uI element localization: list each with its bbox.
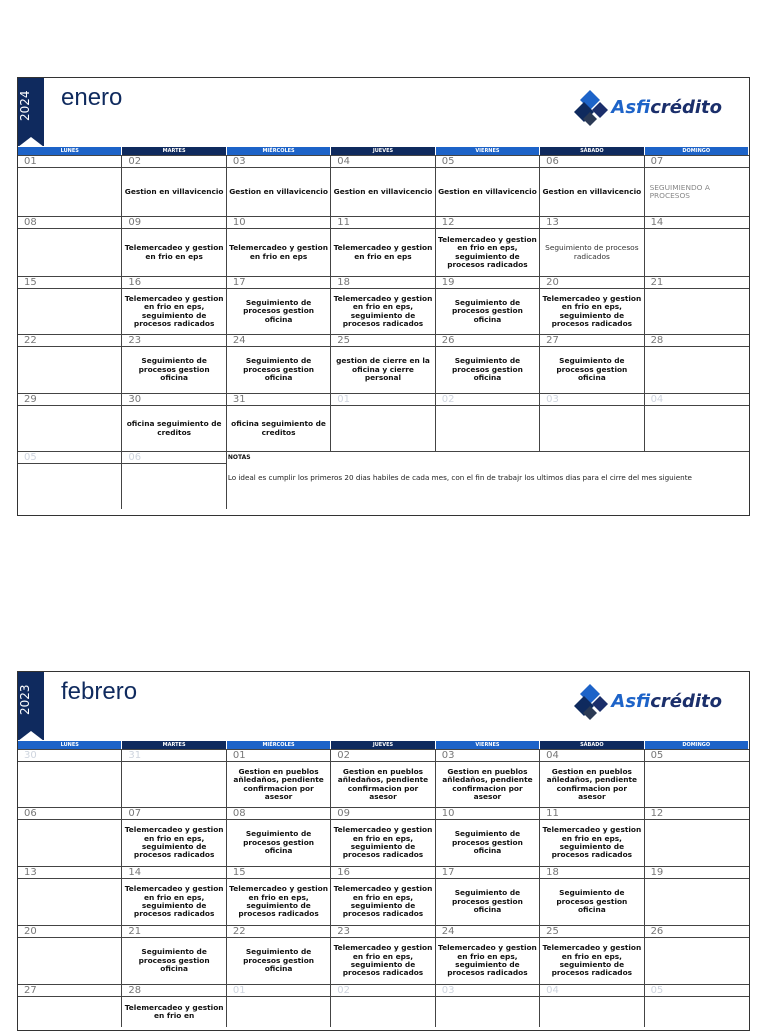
day-number: 07 [645, 156, 749, 168]
day-note [18, 347, 121, 393]
day-note: Gestion en pueblos añledaños, pendiente confirmacion por asesor [546, 766, 638, 801]
day-number: 03 [436, 985, 539, 997]
day-note: SEGUIMIENDO A PROCESOS [649, 182, 710, 200]
day-note [645, 997, 749, 1027]
day-number: 01 [331, 394, 434, 406]
day-cell[interactable] [18, 393, 122, 451]
day-number: 04 [645, 394, 749, 406]
day-number: 17 [227, 277, 330, 289]
weekday-label: MARTES [122, 147, 226, 155]
day-note [18, 879, 121, 925]
day-number: 13 [540, 217, 643, 229]
calendar-enero [17, 77, 750, 516]
logo-text-asfi: Asfi [611, 96, 651, 118]
day-cell[interactable] [331, 393, 435, 451]
day-cell[interactable] [18, 984, 122, 1027]
day-cell[interactable] [331, 216, 435, 276]
weekday-label: JUEVES [331, 741, 435, 749]
day-note: Gestion en pueblos añledaños, pendiente confirmacion por asesor [233, 766, 324, 801]
day-note [18, 229, 121, 276]
weekday-header [18, 147, 749, 155]
diamond-logo-icon [571, 682, 609, 720]
day-number: 15 [18, 277, 121, 289]
day-cell[interactable] [227, 276, 331, 334]
day-number: 05 [436, 156, 539, 168]
day-number: 24 [436, 926, 539, 938]
day-number: 01 [227, 750, 330, 762]
day-note: Seguimiento de procesos gestion oficina [556, 888, 628, 915]
day-note: Telemercadeo y gestion en frio en eps, seguimiento de procesos radicados [438, 234, 537, 269]
day-cell[interactable] [18, 925, 122, 984]
day-note [645, 938, 749, 984]
day-number: 14 [122, 867, 225, 879]
day-cell[interactable] [122, 807, 226, 866]
day-cell[interactable] [331, 276, 435, 334]
day-number: 05 [18, 452, 121, 464]
day-note: Gestion en villavicencio [333, 186, 433, 196]
day-note: Telemercadeo y gestion en frio en eps, seguimiento de procesos radicados [124, 293, 224, 328]
calendar-febrero [17, 671, 750, 1031]
day-note: Seguimiento de procesos gestion oficina [451, 888, 523, 915]
day-note: Telemercadeo y gestion en frio en eps, seguimiento de procesos radicados [124, 825, 224, 860]
day-note [18, 762, 121, 807]
day-cell[interactable] [540, 155, 644, 216]
day-number: 04 [331, 156, 434, 168]
day-cell[interactable] [227, 155, 331, 216]
day-cell[interactable] [18, 807, 122, 866]
day-number: 25 [540, 926, 643, 938]
day-number: 06 [540, 156, 643, 168]
day-number: 06 [122, 452, 225, 464]
day-number: 09 [331, 808, 434, 820]
day-cell[interactable] [540, 216, 644, 276]
day-number: 03 [436, 750, 539, 762]
day-cell[interactable] [645, 393, 749, 451]
day-cell[interactable] [331, 334, 435, 393]
day-note: Telemercadeo y gestion en frio en eps, seguimiento de procesos radicados [229, 884, 328, 919]
day-note [122, 762, 225, 807]
day-note: Telemercadeo y gestion en frio en eps, seguimiento de procesos radicados [542, 825, 642, 860]
calendar-grid [18, 749, 749, 1027]
company-logo [571, 682, 722, 720]
day-number: 31 [227, 394, 330, 406]
day-number: 11 [331, 217, 434, 229]
day-number: 11 [540, 808, 643, 820]
day-cell[interactable] [122, 155, 226, 216]
day-cell[interactable] [122, 334, 226, 393]
day-note [331, 997, 434, 1027]
day-note: Gestion en villavicencio [124, 186, 224, 196]
logo-text-asfi: Asfi [611, 690, 651, 712]
day-number: 18 [540, 867, 643, 879]
company-logo [571, 88, 722, 126]
day-note [645, 229, 749, 276]
day-cell[interactable] [122, 925, 226, 984]
day-cell[interactable] [645, 276, 749, 334]
day-cell[interactable] [331, 749, 435, 807]
day-cell[interactable] [540, 334, 644, 393]
weekday-header [18, 741, 749, 749]
day-note: oficina seguimiento de creditos [231, 419, 326, 437]
day-cell[interactable] [122, 393, 226, 451]
day-number: 02 [122, 156, 225, 168]
logo-text [611, 691, 722, 712]
day-number: 16 [122, 277, 225, 289]
day-note: Gestion en villavicencio [229, 186, 328, 196]
calendar-header [18, 78, 749, 147]
day-cell[interactable] [227, 984, 331, 1027]
day-note: oficina seguimiento de creditos [126, 419, 222, 437]
day-note: Telemercadeo y gestion en frio en eps, seguimiento de procesos radicados [438, 943, 537, 978]
weekday-label: SÁBADO [540, 741, 644, 749]
day-cell[interactable] [331, 984, 435, 1027]
day-number: 04 [540, 750, 643, 762]
day-note: Telemercadeo y gestion en frio en eps, seguimiento de procesos radicados [333, 943, 433, 978]
day-note [436, 997, 539, 1027]
logo-text-credito: crédito [650, 96, 722, 118]
day-note [18, 289, 121, 334]
day-cell[interactable] [540, 749, 644, 807]
day-cell[interactable] [436, 749, 540, 807]
diamond-logo-icon [571, 88, 609, 126]
day-note: Seguimiento de procesos gestion oficina [451, 297, 523, 324]
logo-text-credito: crédito [650, 690, 722, 712]
day-number: 28 [645, 335, 749, 347]
day-number: 02 [436, 394, 539, 406]
day-number: 04 [540, 985, 643, 997]
notes-label: NOTAS [227, 454, 251, 461]
day-note: Seguimiento de procesos gestion oficina [243, 297, 315, 324]
day-note: Telemercadeo y gestion en frio en eps [229, 243, 328, 261]
day-cell[interactable] [436, 216, 540, 276]
day-cell[interactable] [122, 216, 226, 276]
day-number: 02 [331, 985, 434, 997]
day-cell[interactable] [331, 155, 435, 216]
day-cell[interactable] [122, 749, 226, 807]
day-number: 30 [122, 394, 225, 406]
day-cell[interactable] [18, 276, 122, 334]
day-cell[interactable] [645, 925, 749, 984]
day-note [645, 406, 749, 451]
day-cell[interactable] [18, 155, 122, 216]
year-ribbon [18, 672, 44, 740]
day-number: 19 [436, 277, 539, 289]
day-note: Seguimiento de procesos gestion oficina [138, 356, 210, 383]
day-cell[interactable] [227, 393, 331, 451]
weekday-label: MIÉRCOLES [227, 741, 331, 749]
day-number: 01 [18, 156, 121, 168]
day-note: Telemercadeo y gestion en frio en eps, seguimiento de procesos radicados [542, 293, 642, 328]
day-cell[interactable] [122, 276, 226, 334]
month-title: enero [61, 84, 123, 111]
day-note: Seguimiento de procesos gestion oficina [451, 829, 523, 856]
day-note [331, 406, 434, 451]
day-number: 29 [18, 394, 121, 406]
weekday-label: JUEVES [331, 147, 435, 155]
day-number: 26 [645, 926, 749, 938]
day-cell[interactable] [122, 866, 226, 925]
weekday-label: VIERNES [436, 147, 540, 155]
day-number: 02 [331, 750, 434, 762]
day-number: 03 [540, 394, 643, 406]
day-number: 27 [540, 335, 643, 347]
day-number: 30 [18, 750, 121, 762]
day-number: 14 [645, 217, 749, 229]
day-cell[interactable] [18, 216, 122, 276]
day-note [645, 762, 749, 807]
day-note: Seguimiento de procesos gestion oficina [243, 829, 315, 856]
day-cell [122, 451, 226, 509]
day-number: 08 [227, 808, 330, 820]
day-note: Telemercadeo y gestion en frio en eps, seguimiento de procesos radicados [333, 293, 433, 328]
day-cell[interactable] [227, 749, 331, 807]
day-number: 26 [436, 335, 539, 347]
day-note [18, 938, 121, 984]
day-cell[interactable] [436, 393, 540, 451]
day-cell[interactable] [645, 216, 749, 276]
day-cell[interactable] [18, 749, 122, 807]
day-note: Telemercadeo y gestion en frio en eps, seguimiento de procesos radicados [124, 884, 224, 919]
day-cell[interactable] [18, 866, 122, 925]
weekday-label: DOMINGO [645, 741, 749, 749]
day-number: 10 [227, 217, 330, 229]
day-note: Seguimiento de procesos gestion oficina [243, 356, 315, 383]
day-number: 22 [227, 926, 330, 938]
day-cell[interactable] [645, 334, 749, 393]
day-number: 05 [645, 750, 749, 762]
day-number: 21 [645, 277, 749, 289]
day-number: 23 [122, 335, 225, 347]
day-cell[interactable] [436, 866, 540, 925]
day-note: Telemercadeo y gestion en frio en [124, 1002, 224, 1020]
day-number: 08 [18, 217, 121, 229]
day-note: Seguimiento de procesos gestion oficina [138, 947, 210, 974]
year-label: 2023 [18, 684, 32, 716]
weekday-label: MARTES [122, 741, 226, 749]
day-cell[interactable] [645, 984, 749, 1027]
notes-row [18, 451, 749, 509]
day-note [18, 820, 121, 866]
day-number: 24 [227, 335, 330, 347]
day-number: 18 [331, 277, 434, 289]
day-number: 17 [436, 867, 539, 879]
day-note: Gestion en villavicencio [542, 186, 642, 196]
notes-text: Lo ideal es cumplir los primeros 20 dias habiles de cada mes, con el fin de trabajr los ultimos dias para el cirre del mes siguiente [227, 473, 692, 482]
day-cell[interactable] [227, 334, 331, 393]
day-note: Gestion en pueblos añledaños, pendiente confirmacion por asesor [337, 766, 429, 801]
day-number: 13 [18, 867, 121, 879]
day-note: Seguimiento de procesos gestion oficina [451, 356, 523, 383]
day-number: 12 [436, 217, 539, 229]
day-note: Telemercadeo y gestion en frio en eps, seguimiento de procesos radicados [542, 943, 642, 978]
day-cell[interactable] [436, 334, 540, 393]
day-note [645, 820, 749, 866]
day-note: Seguimiento de procesos gestion oficina [243, 947, 315, 974]
day-note: Gestion en pueblos añledaños, pendiente confirmacion por asesor [442, 766, 533, 801]
weekday-label: LUNES [18, 741, 122, 749]
day-cell[interactable] [645, 749, 749, 807]
day-number: 01 [227, 985, 330, 997]
day-note: Gestion en villavicencio [438, 186, 537, 196]
logo-text [611, 97, 722, 118]
day-note [645, 347, 749, 393]
day-number: 25 [331, 335, 434, 347]
day-cell[interactable] [540, 807, 644, 866]
weekday-label: LUNES [18, 147, 122, 155]
day-number: 22 [18, 335, 121, 347]
day-cell[interactable] [540, 276, 644, 334]
day-number: 03 [227, 156, 330, 168]
day-cell[interactable] [331, 866, 435, 925]
day-note: gestion de cierre en la oficina y cierre personal [336, 356, 430, 383]
day-number: 07 [122, 808, 225, 820]
day-cell[interactable] [18, 334, 122, 393]
day-cell[interactable] [436, 276, 540, 334]
day-number: 15 [227, 867, 330, 879]
weekday-label: MIÉRCOLES [227, 147, 331, 155]
day-note [645, 879, 749, 925]
day-note: Seguimiento de procesos radicados [545, 243, 639, 261]
calendar-header [18, 672, 749, 741]
day-note [436, 406, 539, 451]
day-note [645, 289, 749, 334]
day-cell[interactable] [436, 155, 540, 216]
day-number: 06 [18, 808, 121, 820]
day-note [540, 406, 643, 451]
day-number: 19 [645, 867, 749, 879]
day-number: 21 [122, 926, 225, 938]
weekday-label: VIERNES [436, 741, 540, 749]
day-note [18, 406, 121, 451]
day-cell[interactable] [436, 807, 540, 866]
day-cell[interactable] [122, 984, 226, 1027]
day-cell[interactable] [645, 807, 749, 866]
day-number: 28 [122, 985, 225, 997]
day-number: 27 [18, 985, 121, 997]
day-number: 12 [645, 808, 749, 820]
day-note: Telemercadeo y gestion en frio en eps [333, 243, 433, 261]
day-number: 16 [331, 867, 434, 879]
weekday-label: SÁBADO [540, 147, 644, 155]
day-number: 05 [645, 985, 749, 997]
day-cell[interactable] [227, 216, 331, 276]
day-number: 09 [122, 217, 225, 229]
day-cell [18, 451, 122, 509]
day-note: Telemercadeo y gestion en frio en eps, seguimiento de procesos radicados [333, 825, 433, 860]
day-number: 10 [436, 808, 539, 820]
day-cell[interactable] [331, 807, 435, 866]
notes-box [227, 451, 749, 509]
day-cell[interactable] [227, 925, 331, 984]
weekday-label: DOMINGO [645, 147, 749, 155]
day-cell[interactable] [227, 807, 331, 866]
day-cell[interactable] [645, 866, 749, 925]
day-note: Seguimiento de procesos gestion oficina [556, 356, 628, 383]
month-title: febrero [61, 678, 138, 705]
day-cell[interactable] [436, 925, 540, 984]
day-cell[interactable] [645, 155, 749, 216]
day-note: Telemercadeo y gestion en frio en eps [124, 243, 224, 261]
day-note [227, 997, 330, 1027]
day-cell[interactable] [436, 984, 540, 1027]
year-label: 2024 [18, 90, 32, 122]
day-note [540, 997, 643, 1027]
day-cell[interactable] [540, 984, 644, 1027]
day-number: 20 [18, 926, 121, 938]
day-number: 20 [540, 277, 643, 289]
day-cell[interactable] [540, 866, 644, 925]
calendar-grid [18, 155, 749, 451]
day-cell[interactable] [540, 393, 644, 451]
day-note [18, 997, 121, 1027]
day-number: 31 [122, 750, 225, 762]
day-cell[interactable] [331, 925, 435, 984]
day-cell[interactable] [227, 866, 331, 925]
year-ribbon [18, 78, 44, 146]
day-note [18, 168, 121, 216]
day-note: Telemercadeo y gestion en frio en eps, seguimiento de procesos radicados [333, 884, 433, 919]
day-cell[interactable] [540, 925, 644, 984]
day-number: 23 [331, 926, 434, 938]
